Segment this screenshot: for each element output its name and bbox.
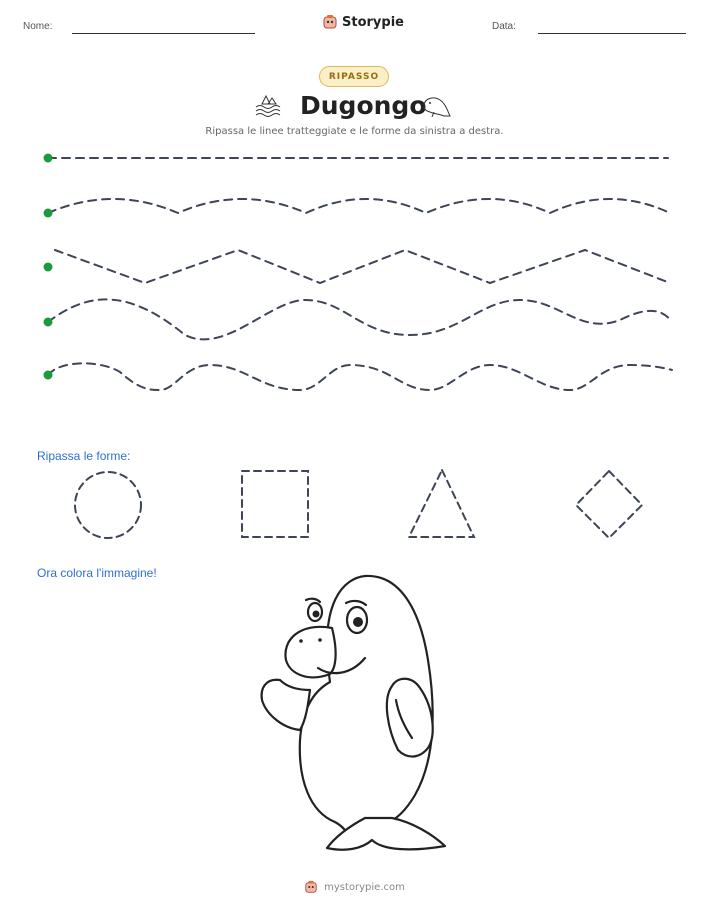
name-label: Nome: (23, 21, 53, 32)
shape-triangle (409, 470, 474, 537)
tracing-line-wave (48, 299, 672, 339)
dugong-coloring-image[interactable] (255, 570, 455, 860)
review-badge: RIPASSO (319, 66, 389, 87)
shape-diamond (576, 471, 642, 538)
dugong-icon (420, 92, 454, 120)
sea-waves-icon (254, 92, 284, 120)
page-title: Dugongo (300, 91, 427, 120)
start-dot (44, 209, 53, 218)
tracing-line-zigzag (55, 250, 670, 283)
shapes-section-label: Ripassa le forme: (37, 449, 131, 463)
date-field[interactable] (538, 33, 686, 34)
storypie-mascot-icon (322, 14, 338, 30)
tracing-lines (0, 140, 709, 400)
shape-circle (75, 472, 141, 538)
footer-url[interactable]: mystorypie.com (324, 881, 405, 893)
start-dot (44, 263, 53, 272)
brand-name: Storypie (342, 14, 404, 30)
color-section-label: Ora colora l'immagine! (37, 566, 157, 580)
tracing-line-bumps (48, 363, 672, 390)
shape-square (242, 471, 308, 537)
storypie-mascot-icon (304, 880, 318, 894)
start-dot (44, 318, 53, 327)
start-dot (44, 154, 53, 163)
tracing-shapes (0, 465, 709, 545)
footer (0, 880, 709, 894)
instructions: Ripassa le linee tratteggiate e le forme da sinistra a destra. (205, 126, 504, 137)
start-dot (44, 371, 53, 380)
brand-logo (322, 14, 404, 30)
date-label: Data: (492, 21, 516, 32)
name-field[interactable] (72, 33, 255, 34)
tracing-line-curve (48, 199, 670, 213)
